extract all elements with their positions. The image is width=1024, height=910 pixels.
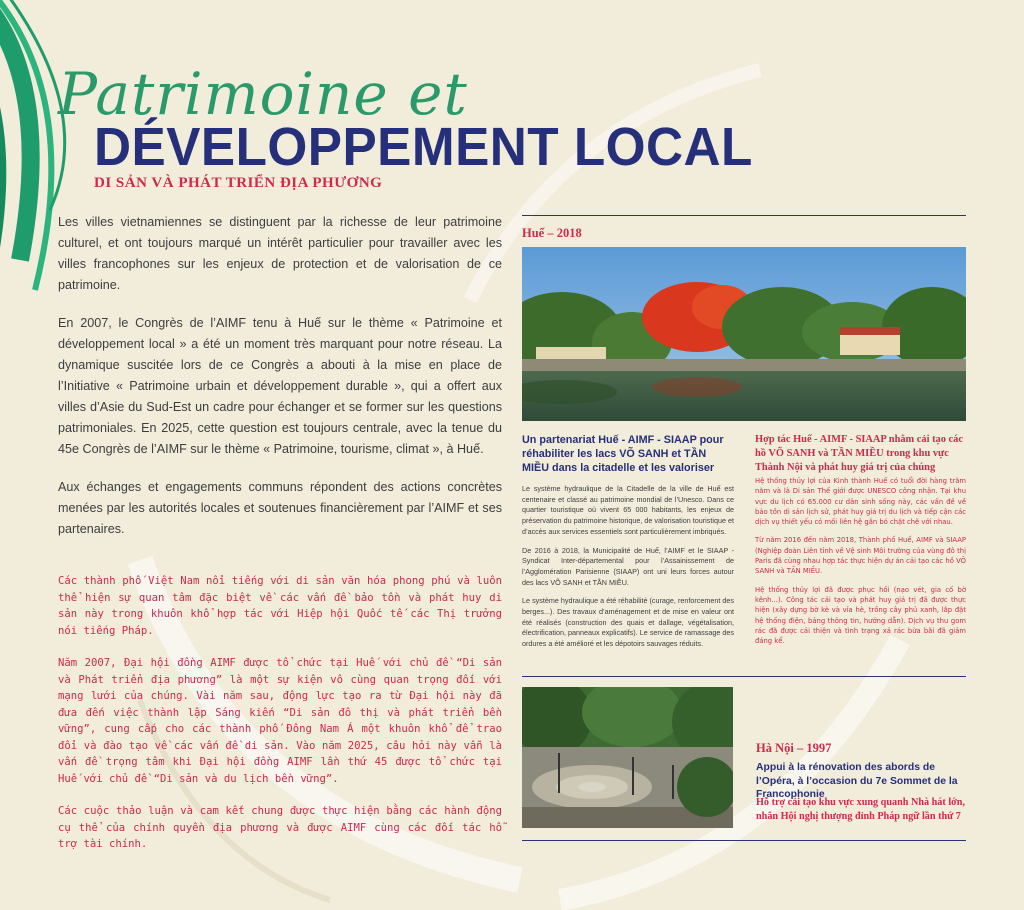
intro-vietnamese [58, 573, 502, 853]
intro-vi-paragraph: Các cuộc thảo luận và cam kết chung được thực hiện bằng các hành động cụ thể của chính quyền địa phương và được AIMF cùng các đối tác hỗ trợ tài chính. [58, 805, 502, 850]
hue-vi-paragraph: Hệ thống thủy lợi đã được phục hồi (nạo vét, gia cố bờ kênh...). Công tác cải tạo và phát huy giá trị đã được thực hiện (xây dựng bờ kè và vỉa hè, trồng cây phủ xanh, lắp đặt hệ thống điện, bảng thông tin, hướng dẫn). Dịch vụ thu gom rác đã được cải thiện và tình trạng xả rác bừa bãi đã giảm đáng kể. [755, 585, 966, 646]
hue-title-fr: Un partenariat Huế - AIMF - SIAAP pour réhabiliter les lacs VÕ SANH et TẦN MIỀU dans la citadelle et les valoriser [522, 434, 724, 474]
left-column [58, 212, 502, 869]
hanoi-title-vi: Hỗ trợ cải tạo khu vực xung quanh Nhà hát lớn, nhân Hội nghị thượng đỉnh Pháp ngữ lần thứ 7 [756, 797, 966, 822]
intro-french [58, 212, 502, 540]
page-title: DÉVELOPPEMENT LOCAL [94, 117, 753, 177]
divider-line [522, 215, 966, 216]
hue-lake-illustration [522, 247, 966, 421]
hue-fr-paragraph: Le système hydraulique de la Citadelle de la ville de Huế est centenaire et classé au patrimoine mondial de l’Unesco. Dans ce quartier touristique où vivent 65 000 habitants, les enjeux de préservation du patrimoine historique, de valorisation touristique et d’accès aux services essentiels sont particulièrement imbriqués. [522, 484, 734, 536]
hue-body-fr [522, 484, 734, 658]
intro-fr-paragraph: Les villes vietnamiennes se distinguent par la richesse de leur patrimoine culturel, et ont toujours marqué un intérêt particulier pour travailler avec les villes francophones sur les enjeux de protection et de valorisation de ce patrimoine. [58, 215, 502, 292]
hue-vi-paragraph: Hệ thống thủy lợi của Kinh thành Huế có tuổi đời hàng trăm năm và là Di sản Thế giới được UNESCO công nhận. Tại khu vực du lịch có 65.000 cư dân sinh sống này, các vấn đề về bảo tồn di sản lịch sử, phát huy giá trị du lịch và tiếp cận các dịch vụ thiết yếu có mối liên hệ gắn bó chặt chẽ với nhau. [755, 477, 966, 527]
hanoi-square-illustration [522, 687, 733, 828]
page-subtitle: DI SẢN VÀ PHÁT TRIỂN ĐỊA PHƯƠNG [94, 175, 383, 191]
hue-vi-paragraph: Từ năm 2016 đến năm 2018, Thành phố Huế, AIMF và SIAAP (Nghiệp đoàn Liên tỉnh về Vệ sinh Môi trường của vùng đô thị Paris đã cùng nhau hợp tác thực hiện dự án cải tạo các hồ VÕ SANH và TẦN MIỀU. [755, 536, 966, 576]
divider-line [522, 840, 966, 841]
hanoi-opera-photo [522, 687, 733, 828]
intro-vi-paragraph: Các thành phố Việt Nam nổi tiếng với di sản văn hóa phong phú và luôn thể hiện sự quan tâm đặc biệt về các vấn đề bảo tồn và phát huy di sản này trong khuôn khổ hợp tác với Hiệp hội Quốc tế các Thị trưởng nói tiếng Pháp. [58, 575, 502, 637]
intro-vi-paragraph: Năm 2007, Đại hội đồng AIMF được tổ chức tại Huế với chủ đề “Di sản và Phát triển địa phương” là một sự kiện vô cùng quan trọng đối với mạng lưới của chúng. Vài năm sau, động lực tạo ra từ Đại hội này đã đưa đến việc thành lập Sáng kiến “Di sản đô thị và phát triển bền vững”, cung cấp cho các thành phố Đông Nam Á một khuôn khổ để trao đổi và đào tạo về các vấn đề di sản. Vào năm 2025, câu hỏi này vẫn là vấn đề trọng tâm khi Đại hội đồng AIMF lần thứ 45 được tổ chức tại Huế với chủ đề “Di sản và du lịch bền vững”. [58, 657, 502, 785]
hue-lake-photo [522, 247, 966, 421]
intro-fr-paragraph: Aux échanges et engagements communs répondent des actions concrètes menées par les autorités locales et soutenues financièrement par l’AIMF et ses partenaires. [58, 480, 502, 536]
hue-body-vi [755, 476, 966, 654]
hanoi-section-label: Hà Nội – 1997 [756, 741, 832, 755]
hue-fr-paragraph: De 2016 à 2018, la Municipalité de Huế, l’AIMF et le SIAAP - Syndicat Inter-départemental pour l’Assainissement de l’Agglomération Parisienne (SIAAP) ont uni leurs forces autour des lacs VÕ SANH et TẦN MIỀU. [522, 545, 734, 587]
hue-fr-paragraph: Le système hydraulique a été réhabilité (curage, renforcement des berges...). Des travaux d’aménagement et de mise en valeur ont été réalisés (construction des quais et dallage, végétalisation, électrification, panneaux explicatifs). Le service de ramassage des ordures a été amélioré et les dépotoirs sauvages réduits. [522, 596, 734, 649]
script-title: Patrimoine et [58, 60, 468, 128]
hue-section-label: Huế – 2018 [522, 226, 582, 240]
divider-line [522, 676, 966, 677]
hanoi-title-fr: Appui à la rénovation des abords de l’Opéra, à l’occasion du 7e Sommet de la Francophonie [756, 762, 958, 801]
intro-fr-paragraph: En 2007, le Congrès de l’AIMF tenu à Huế sur le thème « Patrimoine et développement local » a été un moment très marquant pour notre réseau. La dynamique suscitée lors de ce Congrès a abouti à la mise en place de l’Initiative « Patrimoine urbain et développement durable », qui a offert aux villes d’Asie du Sud-Est un cadre pour échanger et se former sur les questions patrimoniales. En 2025, cette question est toujours centrale, avec la tenue du 45e Congrès de l’AIMF sur le thème « Patrimoine, tourisme, climat », à Huế. [58, 316, 502, 456]
hue-title-vi: Hợp tác Huế - AIMF - SIAAP nhằm cải tạo các hồ VÕ SANH và TẦN MIỀU trong khu vực Thành Nội và phát huy giá trị của chúng [755, 434, 963, 473]
